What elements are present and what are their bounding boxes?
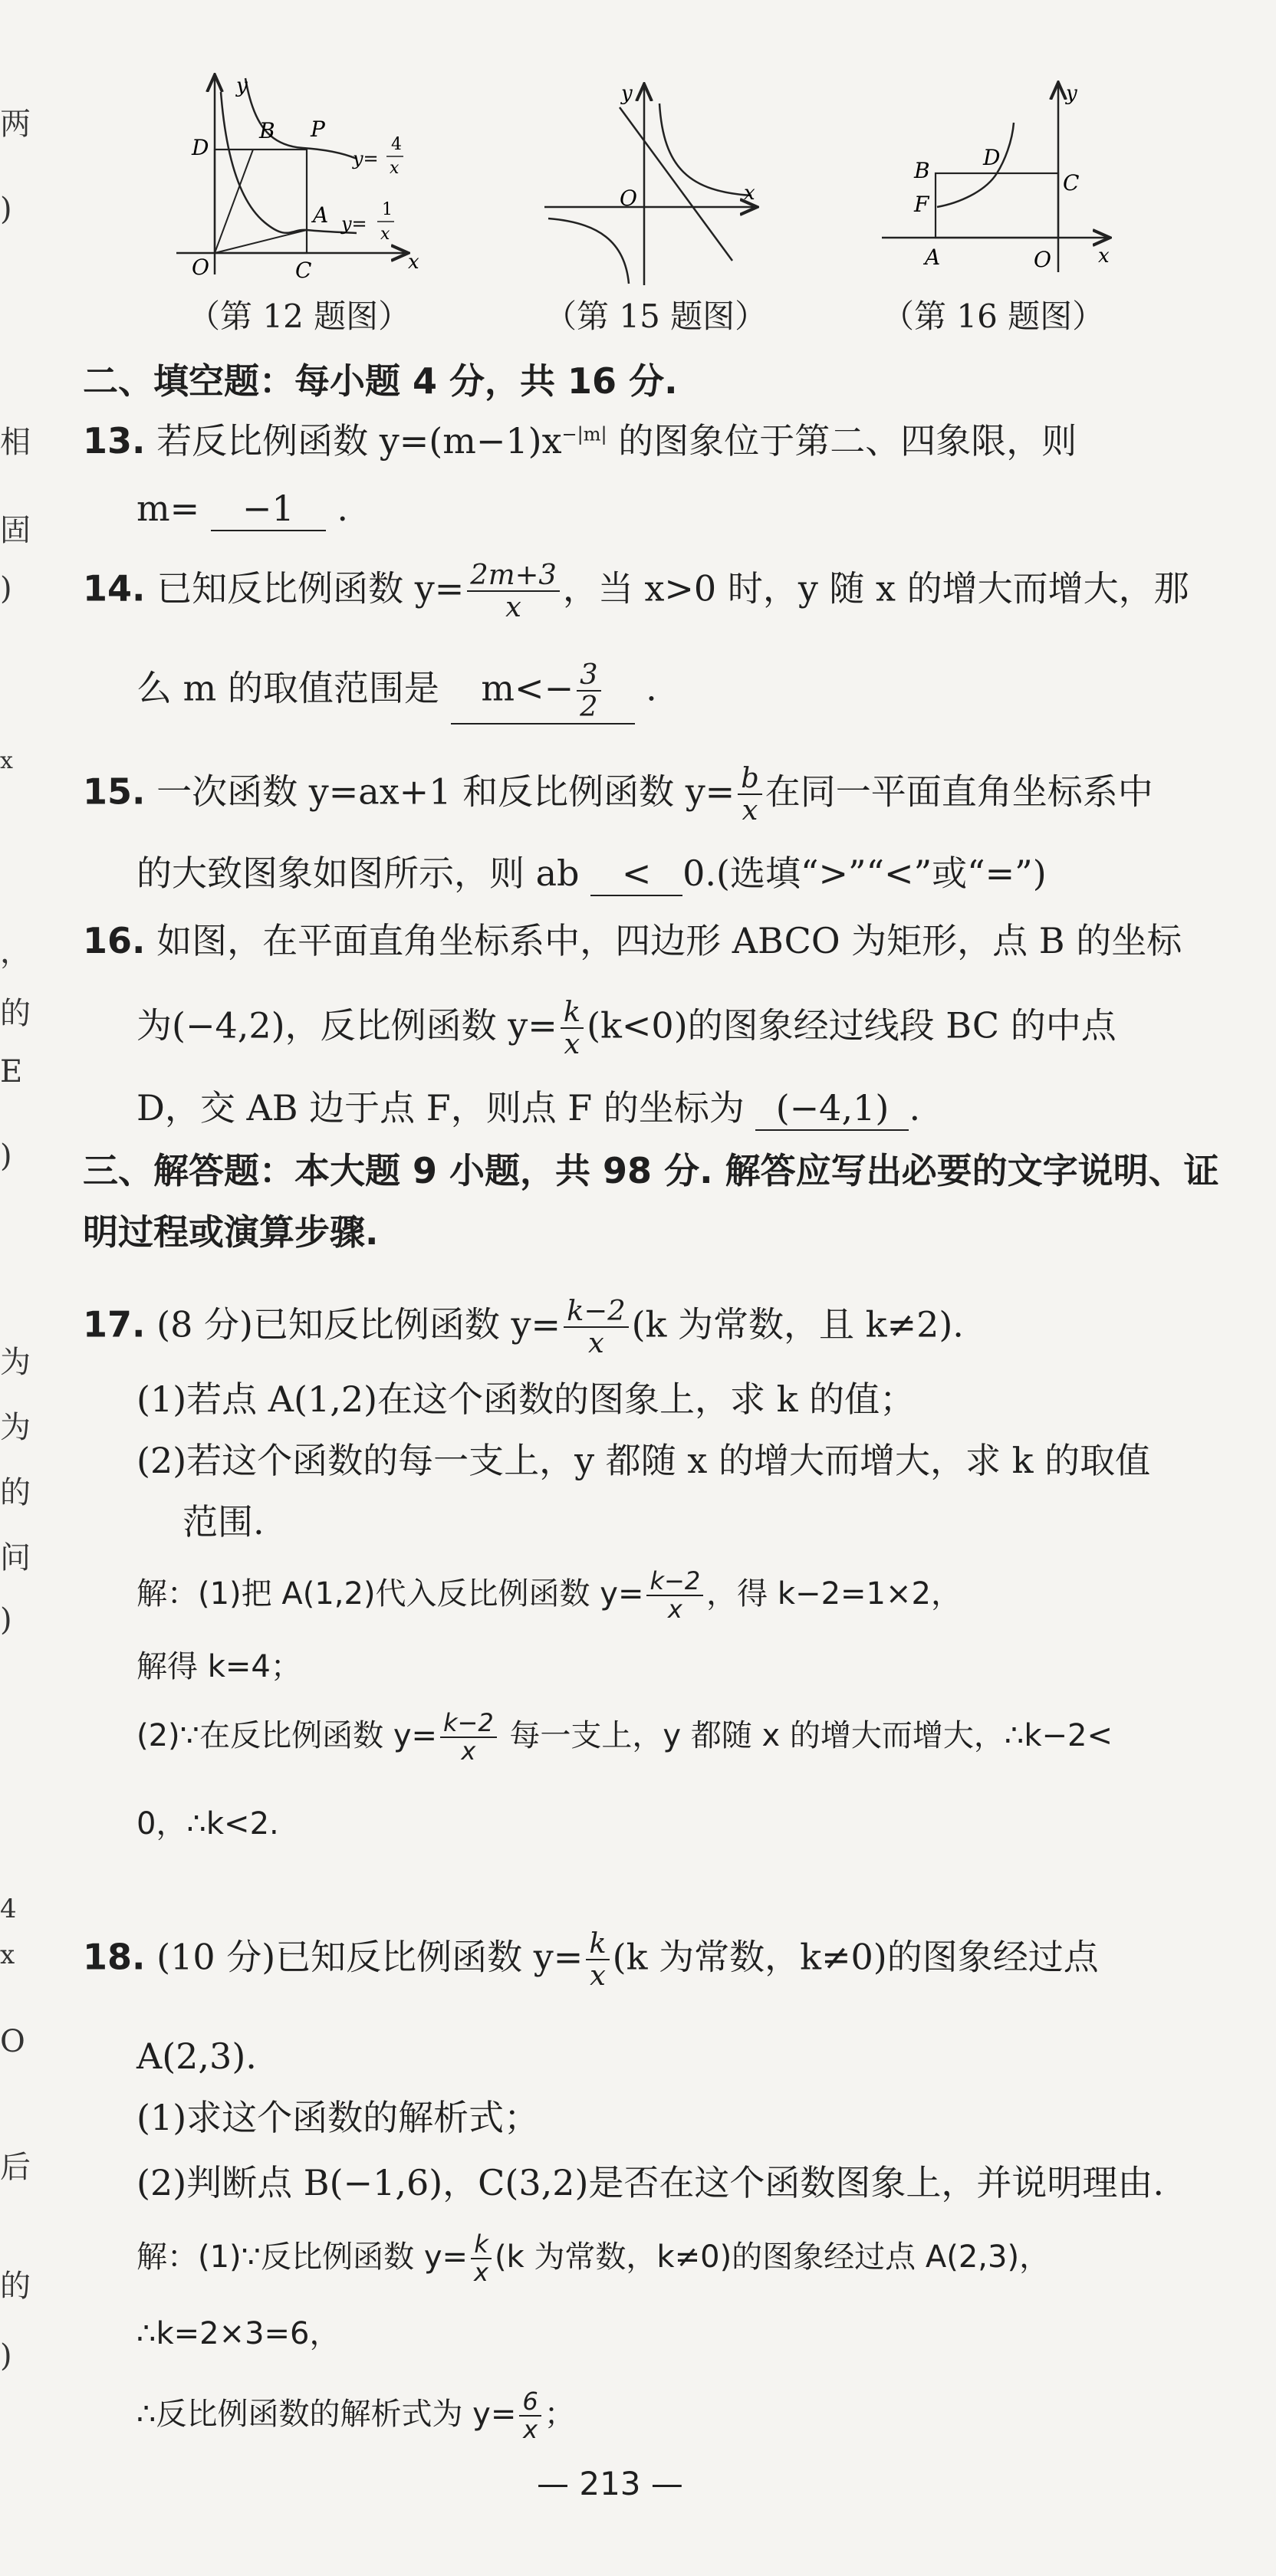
question-14-line2: 么 m 的取值范围是 m<− $\frac{3}{2}$ .: [136, 658, 657, 724]
label-A: A: [925, 245, 941, 270]
label-y: y: [236, 74, 248, 97]
margin-char: ): [0, 1602, 12, 1638]
label-A: A: [313, 202, 329, 228]
solution-18-line3: ∴反比例函数的解析式为 y= $\frac{6}{x}$ ；: [136, 2387, 575, 2445]
question-16-line3: D，交 AB 边于点 F，则点 F 的坐标为 (−4,1) .: [136, 1087, 920, 1131]
figure-16: [874, 77, 1120, 284]
line-y-ax-plus-1: [620, 107, 732, 261]
question-17-part2: (2)若这个函数的每一支上，y 都随 x 的增大而增大，求 k 的取值: [136, 1440, 1151, 1481]
question-18-part2: (2)判断点 B(−1,6)，C(3,2)是否在这个函数图象上，并说明理由.: [136, 2162, 1165, 2203]
margin-char: x: [0, 1940, 15, 1970]
figure-12-caption: （第 12 题图）: [188, 297, 411, 335]
section-2-heading: 二、填空题：每小题 4 分，共 16 分.: [83, 360, 678, 402]
margin-char: 的: [0, 996, 31, 1031]
margin-char: 固: [0, 513, 31, 548]
label-x: x: [1098, 245, 1110, 268]
margin-char: 4: [0, 1894, 17, 1924]
hyperbola-branch-2: [548, 219, 629, 284]
margin-char: ，: [0, 935, 31, 970]
question-13-line1: 13. 若反比例函数 $y=(m-1)x^{-|m|}$ 的图象位于第二、四象限，则: [83, 420, 1077, 462]
curve-1-over-x: [221, 92, 357, 233]
answer-13: −1: [211, 488, 326, 531]
margin-char: 为: [0, 1410, 31, 1445]
label-y: y: [1066, 82, 1077, 105]
label-x: x: [744, 182, 755, 205]
solution-17-line2: 解得 k=4；: [136, 1649, 301, 1684]
label-C: C: [295, 258, 312, 283]
question-17-stem: 17. (8 分)已知反比例函数 y= $\frac{k-2}{x}$ (k 为常数，且 k≠2).: [83, 1294, 964, 1360]
solution-18-line1: 解：(1)∵反比例函数 y= $\frac{k}{x}$ (k 为常数，k≠0)的图象经过点 A(2,3)，: [136, 2229, 1051, 2288]
margin-char: ): [0, 192, 12, 227]
margin-char: ): [0, 2338, 12, 2374]
margin-char: 两: [0, 107, 31, 142]
answer-14: m<− $\frac{3}{2}$: [451, 659, 635, 724]
page-number: — 213 —: [537, 2465, 683, 2502]
solution-17-line1: 解：(1)把 A(1,2)代入反比例函数 y= $\frac{k-2}{x}$ ，得 k−2=1×2，: [136, 1566, 962, 1625]
label-y: y: [621, 82, 633, 105]
label-B: B: [259, 118, 275, 143]
rectangle-ocpd: [215, 150, 307, 253]
answer-16: (−4,1): [755, 1087, 909, 1131]
margin-char: 相: [0, 425, 31, 460]
question-number: 13.: [83, 420, 146, 462]
margin-char: ): [0, 571, 12, 606]
margin-char: 问: [0, 1540, 31, 1576]
hyperbola-k-over-x: [937, 123, 1014, 207]
question-14-line1: 14. 已知反比例函数 y= $\frac{2m+3}{x}$ ，当 x>0 时，y 随 x 的增大而增大，那: [83, 558, 1189, 624]
label-P: P: [311, 117, 325, 142]
question-number: 14.: [83, 567, 146, 610]
section-3-heading-line1: 三、解答题：本大题 9 小题，共 98 分. 解答应写出必要的文字说明、证: [83, 1150, 1219, 1191]
curve-label-4x-num: 4: [391, 135, 402, 154]
figure-15: [537, 77, 767, 291]
question-13-line2: m= −1 .: [136, 488, 348, 531]
label-O: O: [192, 255, 209, 280]
figure-12: [169, 69, 429, 284]
solution-18-line2: ∴k=2×3=6，: [136, 2316, 340, 2351]
solution-17-line3: (2)∵在反比例函数 y= $\frac{k-2}{x}$ 每一支上，y 都随 x 的增大而增大，∴k−2<: [136, 1708, 1113, 1766]
curve-label-1x-num: 1: [382, 200, 393, 219]
question-17-part2-cont: 范围.: [183, 1501, 265, 1543]
margin-char: O: [0, 2024, 25, 2059]
label-O: O: [1034, 247, 1051, 272]
margin-char: E: [0, 1054, 23, 1089]
curve-label-4x-lhs: y=: [353, 148, 379, 169]
margin-char: 的: [0, 2269, 31, 2304]
margin-char: 的: [0, 1475, 31, 1510]
question-number: 16.: [83, 920, 146, 961]
margin-char: x: [0, 748, 13, 774]
margin-char: ): [0, 1138, 12, 1174]
solution-17-line4: 0，∴k<2.: [136, 1806, 279, 1842]
figure-15-caption: （第 15 题图）: [544, 297, 768, 335]
question-18-part1: (1)求这个函数的解析式；: [136, 2097, 540, 2138]
curve-label-4x-den: x: [390, 159, 400, 178]
question-16-line1: 16. 如图，在平面直角坐标系中，四边形 ABCO 为矩形，点 B 的坐标: [83, 920, 1182, 961]
question-17-part1: (1)若点 A(1,2)在这个函数的图象上，求 k 的值；: [136, 1378, 916, 1420]
label-x: x: [408, 251, 419, 274]
question-number: 18.: [83, 1936, 146, 1978]
label-D: D: [983, 145, 1001, 170]
segment-oa: [215, 230, 307, 253]
question-18-stem-cont: A(2,3).: [136, 2036, 257, 2077]
question-15-line1: 15. 一次函数 y=ax+1 和反比例函数 y= $\frac{b}{x}$ 在同一平面直角坐标系中: [83, 761, 1153, 827]
question-number: 15.: [83, 770, 146, 813]
question-15-line2: 的大致图象如图所示，则 ab < 0.(选填“>”“<”或“=”): [136, 853, 1047, 896]
question-18-stem: 18. (10 分)已知反比例函数 y= $\frac{k}{x}$ (k 为常数，k≠0)的图象经过点: [83, 1927, 1099, 1993]
label-C: C: [1063, 170, 1080, 196]
question-number: 17.: [83, 1303, 146, 1346]
figure-16-caption: （第 16 题图）: [882, 297, 1105, 335]
label-B: B: [914, 158, 930, 183]
margin-char: 后: [0, 2150, 31, 2185]
label-O: O: [620, 186, 637, 211]
section-3-heading-line2: 明过程或演算步骤.: [83, 1211, 379, 1253]
curve-label-1x-lhs: y=: [341, 213, 367, 235]
question-16-line2: 为(−4,2)，反比例函数 y= $\frac{k}{x}$ (k<0)的图象经过线段 BC 的中点: [136, 995, 1116, 1061]
rectangle-abco: [936, 173, 1058, 238]
answer-15: <: [590, 853, 682, 896]
margin-char: 为: [0, 1345, 31, 1380]
label-D: D: [192, 135, 209, 160]
label-F: F: [914, 192, 929, 217]
curve-label-1x-den: x: [380, 225, 390, 244]
